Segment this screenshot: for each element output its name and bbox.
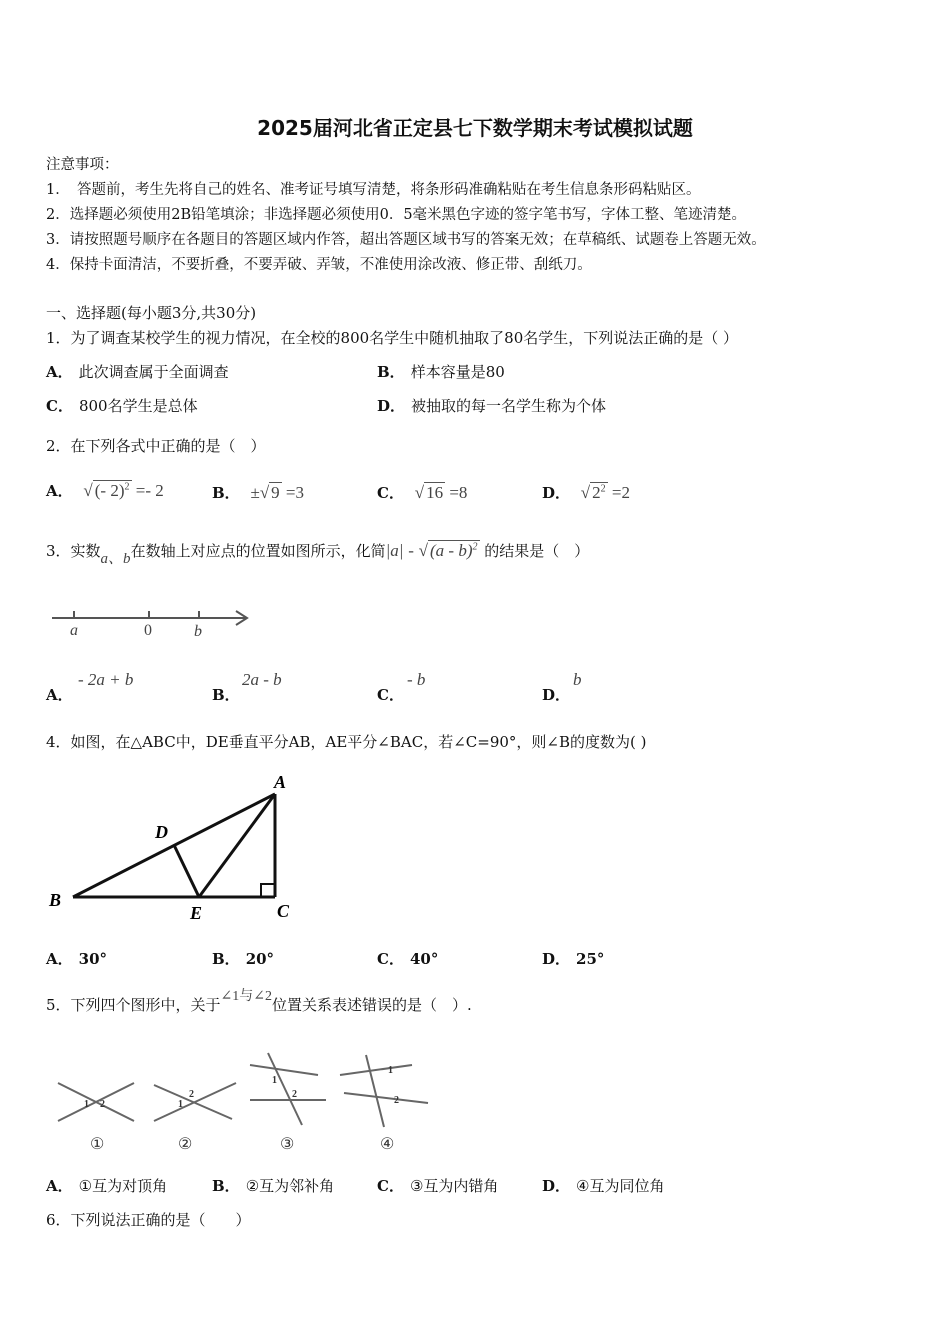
q4-option-d: D． 25° — [542, 950, 605, 968]
notice-item: 3．请按照题号顺序在各题目的答题区域内作答，超出答题区域书写的答案无效；在草稿纸、试题卷上答题无效。 — [46, 232, 766, 248]
number-line-figure — [46, 600, 256, 645]
q2-option-c: C． √ 16 =8 — [377, 483, 468, 502]
figure-2 — [154, 1083, 236, 1153]
q2-stem: 2．在下列各式中正确的是（ ） — [46, 437, 266, 455]
fig1-label: ① — [90, 1136, 105, 1153]
q1-option-d: D． 被抽取的每一名学生称为个体 — [377, 397, 607, 415]
notice-item: 2．选择题必须使用2B铅笔填涂；非选择题必须使用0．5毫米黑色字迹的签字笔书写，字体工整、笔迹清楚。 — [46, 207, 747, 223]
q3-option-b-expr: 2a - b — [242, 670, 282, 689]
point-label-a: A — [274, 772, 287, 792]
fig3-angle-2: 2 — [292, 1089, 297, 1100]
q3-option-d-expr: b — [573, 670, 582, 689]
label-b: b — [194, 623, 202, 640]
q2-option-a: A． √ (- 2)$^2$ =- 2 — [46, 481, 164, 500]
fig2-label: ② — [178, 1136, 193, 1153]
page-title: 2025届河北省正定县七下数学期末考试模拟试题 — [257, 116, 693, 140]
q1-option-c: C． 800名学生是总体 — [46, 397, 198, 415]
fig4-label: ④ — [380, 1136, 395, 1153]
figure-3 — [250, 1053, 326, 1153]
q3-option-c-expr: - b — [407, 670, 426, 689]
q4-option-c: C． 40° — [377, 950, 439, 968]
notice-item: 4．保持卡面清洁，不要折叠，不要弄破、弄皱，不准使用涂改液、修正带、刮纸刀。 — [46, 257, 592, 273]
q5-option-b: B． ②互为邻补角 — [212, 1177, 335, 1195]
q1-option-b: B． 样本容量是80 — [377, 363, 505, 381]
q4-option-a: A． 30° — [46, 950, 108, 968]
q6-stem: 6．下列说法正确的是（ ） — [46, 1211, 251, 1229]
notice-heading: 注意事项： — [46, 157, 119, 173]
point-label-b: B — [49, 890, 62, 910]
q4-option-b: B． 20° — [212, 950, 275, 968]
point-label-e: E — [190, 903, 203, 923]
q1-option-a: A． 此次调查属于全面调查 — [46, 363, 229, 381]
q1-stem: 1．为了调查某校学生的视力情况，在全校的800名学生中随机抽取了80名学生，下列说法正确的是（ ） — [46, 329, 739, 347]
q5-option-a: A． ①互为对顶角 — [46, 1177, 168, 1195]
fig2-angle-2: 2 — [189, 1089, 194, 1100]
point-label-c: C — [277, 901, 290, 921]
segment-ea — [199, 794, 275, 897]
fig4-angle-2: 2 — [394, 1095, 399, 1106]
q3-option-b: B． — [212, 686, 240, 704]
point-label-d: D — [155, 822, 168, 842]
fig2-angle-1: 1 — [178, 1099, 183, 1110]
q3-option-c: C． — [377, 686, 404, 704]
q3-option-d: D． — [542, 686, 571, 704]
q2-option-d: D． √ $2^2 =2$ — [542, 483, 630, 502]
fig3-angle-1: 1 — [272, 1075, 277, 1086]
label-a: a — [70, 622, 78, 639]
figure-4 — [340, 1055, 428, 1153]
triangle-figure — [44, 765, 304, 925]
label-0: 0 — [144, 622, 152, 639]
q4-stem: 4．如图，在△ABC中，DE垂直平分AB，AE平分∠BAC，若∠C=90°，则∠B的度数为( ) — [46, 733, 647, 751]
fig4-angle-1: 1 — [388, 1065, 393, 1076]
segment-de — [174, 845, 199, 897]
q3-option-a: A． — [46, 686, 73, 704]
q2-option-b: B． ±√ 9 =3 — [212, 483, 304, 502]
fig1-angle-1: 1 — [84, 1099, 89, 1110]
q5-option-c: C． ③互为内错角 — [377, 1177, 499, 1195]
q3-stem: 3．实数a、b在数轴上对应点的位置如图所示，化简|a| - √ (a - b)$^2$ 的结果是（ ） — [46, 541, 590, 567]
section-heading: 一、选择题(每小题3分,共30分) — [46, 304, 257, 322]
angle-figures — [46, 1045, 446, 1160]
fig3-label: ③ — [280, 1136, 295, 1153]
q5-stem: 5．下列四个图形中，关于∠1与∠2位置关系表述错误的是（ ）. — [46, 989, 472, 1014]
q5-option-d: D． ④互为同位角 — [542, 1177, 665, 1195]
q3-option-a-expr: - 2a + b — [78, 670, 134, 689]
right-angle-mark — [261, 884, 275, 897]
fig1-angle-2: 2 — [100, 1099, 105, 1110]
notice-item: 1． 答题前，考生先将自己的姓名、准考证号填写清楚，将条形码准确粘贴在考生信息条形码粘贴区。 — [46, 182, 701, 198]
figure-1 — [58, 1083, 134, 1153]
